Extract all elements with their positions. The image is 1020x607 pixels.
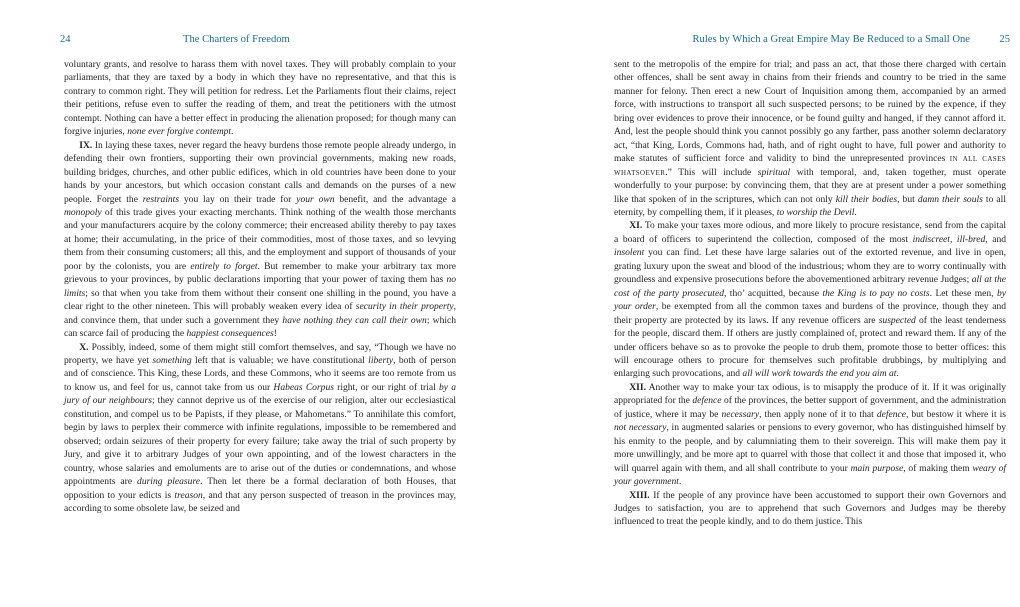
emphasis-text: spiritual	[757, 166, 791, 178]
emphasis-text: no limits	[64, 274, 456, 299]
emphasis-text: by your order	[614, 287, 1006, 313]
section-numeral: IX.	[79, 139, 93, 151]
emphasis-text: during pleasure	[137, 476, 201, 488]
text-run: with temporal, and, taken together, must operate wonderfully to your purpose: by convincing them, that they are at present under a power something like that spoken of in the scriptures, which can not only	[614, 166, 1006, 205]
paragraph	[614, 381, 1006, 489]
emphasis-text: liberty	[368, 354, 394, 366]
text-run: of the provinces, the better support of government, and the administration of justice, where it may be	[614, 395, 1007, 420]
emphasis-text: all at the cost of the party prosecuted	[614, 274, 1006, 299]
section-numeral: X.	[79, 341, 89, 353]
section-numeral: XIII.	[629, 489, 650, 501]
left-running-head	[60, 33, 456, 47]
running-title-right: Rules by Which a Great Empire May Be Reduced to a Small One	[692, 34, 970, 45]
emphasis-text: suspected	[878, 314, 916, 326]
text-run: you lay on their trade for	[179, 193, 297, 205]
emphasis-text: entirely to forget	[190, 260, 258, 272]
text-run: left that is valuable; we have constitutional	[191, 354, 369, 366]
text-run: ; they cannot deprive us of the exercise of our religion, alter our ecclesiastical constitution, and compel us to be Papists, if they please, or Mahometans.” To annihilate this comfort, begin by laws to perplex their commerce with infinite regulations, impossible to be remembered and observed; ordain seizures of their property for every failure; take away the trial of such property by Jury, and give it to arbitrary Judges of your own appointing, and of the lowest characters in the country, whose salaries and emoluments are to arise out of the duties or condemnations, and whose appointments are	[64, 395, 456, 488]
emphasis-text: something	[152, 354, 192, 366]
text-run: voluntary grants, and resolve to harass them with novel taxes. They will probably complain to your parliaments, that they are taxed by a body in which they have no representative, and that this is contrary to common right. They will petition for redress. Let the Parliaments flout their claims, reject their petitions, refuse even to suffer the reading of them, and treat the petitioners with the utmost contempt. Nothing can have a better effect in producing the alienation proposed; for though many can forgive injuries,	[64, 59, 456, 138]
emphasis-text: main purpose	[850, 462, 904, 474]
text-run: , but bestow it where it is	[905, 408, 1006, 420]
text-run: Another way to make your tax odious, is to misapply the produce of it. If it was originally appropriated for the	[614, 381, 1006, 407]
text-run: If the people of any province have been accustomed to support their own Governors and Judges to satisfaction, you are to apprehend that such Governors and Judges may be thereby influenced to treat the people kindly, and to do them justice. This	[614, 489, 1006, 528]
text-run: benefit, and the advantage a	[334, 193, 456, 205]
paragraph	[614, 489, 1006, 529]
emphasis-text: necessary	[721, 408, 760, 420]
text-run: . Then let there be a formal declaration of both Houses, that opposition to your edicts is	[64, 476, 457, 501]
text-run: , and that any person suspected of treason in the provinces may, according to some obsolete law, be seized and	[64, 489, 456, 514]
paragraph	[64, 341, 456, 516]
text-run: .	[896, 368, 899, 380]
page-number-right: 25	[999, 34, 1010, 45]
small-caps-text: in all cases whatsoever	[614, 153, 1007, 178]
text-run: , both of person and of conscience. This King, these Lords, and these Commons, who it seems are too remote from us to know us, and feel for us, cannot take from us our	[64, 354, 456, 393]
text-run: , and convince them, that under such a government they	[64, 301, 457, 326]
text-run: , be exempted from all the common taxes and burdens of the province, though they and their property are protected by its laws. If any revenue officers are	[614, 301, 1006, 326]
text-run: ; so that when you take from them without their consent one shilling in the pound, you have a clear right to the other nineteen. This will probably weaken every idea of	[64, 287, 456, 313]
paragraph	[614, 58, 1006, 219]
right-running-head	[614, 33, 1010, 47]
text-run: .	[854, 206, 857, 218]
emphasis-text: damn their souls	[917, 193, 983, 205]
text-run: , and	[985, 233, 1006, 245]
paragraph	[64, 58, 456, 139]
emphasis-text: treason	[174, 489, 203, 501]
emphasis-text: not necessary	[614, 422, 667, 434]
emphasis-text: the King is to pay no costs	[822, 287, 930, 299]
running-title-left: The Charters of Freedom	[183, 34, 290, 45]
emphasis-text: Habeas Corpus	[273, 381, 334, 393]
text-run: .	[231, 126, 234, 138]
right-body-text	[614, 58, 1006, 529]
emphasis-text: defence	[876, 408, 906, 420]
emphasis-text: monopoly	[64, 206, 102, 218]
left-page	[60, 0, 457, 607]
text-run: of this trade gives your exacting merchants. Think nothing of the wealth those merchants and your manufacturers acquire by the colony commerce; their encreased ability thereby to pay taxes at home; their accumulating, in the price of their commodities, most of those taxes, and so levying them from their consuming customers; all this, and the employment and support of thousands of your poor by the colonists, you are	[64, 206, 456, 272]
emphasis-text: restraints	[142, 193, 180, 205]
paragraph	[614, 219, 1006, 380]
text-run: , of making them	[903, 462, 973, 474]
text-run: In laying these taxes, never regard the heavy burdens those remote people already undergo, in defending their own frontiers, supporting their own provincial governments, making new roads, building bridges, churches, and other public edifices, which in old countries have been done to your hands by your ancestors, but which occasion constant calls and demands on the purses of a new people. Forget the	[64, 139, 456, 205]
right-page	[614, 0, 1010, 607]
text-run: of the least tenderness for the people, discard them. If others are justly complained of, protect and reward them. If any of the under officers behave so as to provoke the people to drub them, promote those to better offices: this will encourage others to procure for themselves such profitable drubbings, by multiplying and enlarging such provocations, and	[614, 314, 1007, 380]
text-run: , tho’ acquitted, because	[723, 287, 823, 299]
emphasis-text: to worship the Devil	[776, 206, 855, 218]
text-run: . But remember to make your arbitrary tax more grievous to your provinces, by public declarations importing that your power of taxing them has	[64, 260, 457, 286]
text-run: To make your taxes more odious, and more likely to procure resistance, send from the capital a board of officers to superintend the collection, composed of the most	[614, 220, 1006, 245]
emphasis-text: have nothing they can call their own	[282, 314, 427, 326]
text-run: ; which can scarce fail of producing the	[64, 314, 457, 340]
text-run: Possibly, indeed, some of them might still comfort themselves, and say, “Though we have no property, we have yet	[64, 341, 456, 366]
emphasis-text: defence	[692, 395, 722, 407]
section-numeral: XII.	[629, 381, 646, 393]
emphasis-text: security in their property	[355, 301, 454, 313]
text-run: to all eternity, by compelling them, if it pleases,	[614, 193, 1006, 218]
emphasis-text: indiscreet, ill-bred	[912, 233, 986, 245]
text-run: , in augmented salaries or pensions to every governor, who has distinguished himself by his enmity to the people, and by calumniating them to their sovereign. This will make them pay it more unwillingly, and be more apt to quarrel with those that collect it and those that imposed it, who will quarrel again with them, and all shall contribute to your	[614, 422, 1006, 474]
emphasis-text: none ever forgive contempt	[127, 126, 232, 138]
page-number-left: 24	[60, 34, 71, 45]
left-body-text	[64, 58, 456, 515]
text-run: !	[273, 328, 277, 340]
emphasis-text: happiest consequences	[186, 328, 274, 340]
emphasis-text: weary of your government	[614, 462, 1006, 488]
text-run: right, or our right of trial	[333, 381, 439, 393]
emphasis-text: your own	[296, 193, 335, 205]
emphasis-text: all will work towards the end you aim at	[742, 368, 897, 380]
text-run: . Let these men,	[929, 287, 997, 299]
section-numeral: XI.	[629, 220, 643, 232]
paragraph	[64, 139, 456, 341]
text-run: sent to the metropolis of the empire for trial; and pass an act, that those there charged with certain other offences, shall be sent away in chains from their friends and country to be tried in the same manner for felony. Then erect a new Court of Inquisition among them, accompanied by an armed force, with instructions to transport all such suspected persons; to be ruined by the expence, if they bring over evidences to prove their innocence, or be found guilty and hanged, if they cannot afford it. And, lest the people should think you cannot possibly go any farther, pass another solemn declaratory act, “that King, Lords, Commons had, hath, and of right ought to have, full power and authority to make statutes of sufficient force and validity to bind the unrepresented provinces	[614, 59, 1006, 165]
text-run: .	[678, 476, 682, 488]
text-run: .” This will include	[665, 166, 758, 178]
emphasis-text: insolent	[614, 247, 645, 259]
emphasis-text: kill their bodies	[835, 193, 898, 205]
text-run: you can find. Let these have large salaries out of the extorted revenue, and live in open, grating luxury upon the sweat and blood of the industrious; whom they are to worry continually with groundless and expensive prosecutions before the abovementioned arbitrary revenue Judges;	[614, 247, 1006, 286]
emphasis-text: by a jury of our neighbours	[64, 381, 456, 407]
text-run: , then apply none of it to that	[759, 408, 877, 420]
text-run: , but	[897, 193, 918, 205]
